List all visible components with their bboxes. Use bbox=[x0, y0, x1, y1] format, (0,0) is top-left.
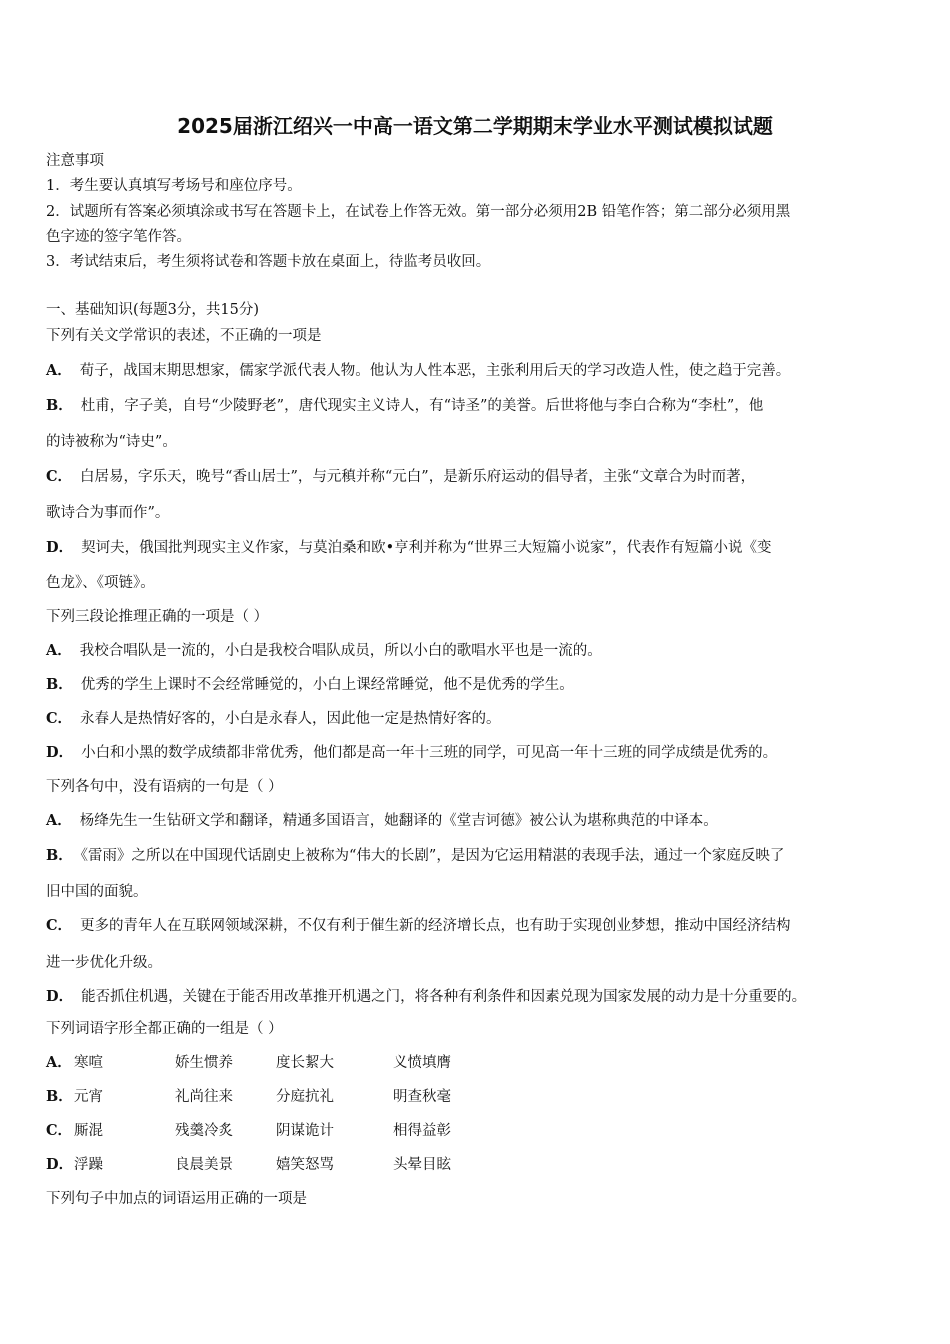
option-text: 永春人是热情好客的，小白是永春人，因此他一定是热情好客的。 bbox=[80, 711, 501, 727]
word-item: 残羹冷炙 bbox=[175, 1123, 233, 1139]
option-label: D． bbox=[46, 539, 74, 556]
option-line bbox=[46, 708, 501, 730]
section-heading: 一、基础知识(每题3分，共15分) bbox=[46, 302, 259, 318]
option-continuation: 旧中国的面貌。 bbox=[46, 884, 148, 900]
question-stem: 下列句子中加点的词语运用正确的一项是 bbox=[46, 1191, 307, 1207]
option-text: 小白和小黑的数学成绩都非常优秀，他们都是高一年十三班的同学，可见高一年十三班的同学成绩是优秀的。 bbox=[81, 745, 778, 761]
option-line bbox=[46, 395, 763, 417]
option-line bbox=[46, 640, 602, 662]
option-label: A． bbox=[46, 812, 72, 829]
question-stem: 下列各句中，没有语病的一句是（ ） bbox=[46, 779, 283, 795]
option-line bbox=[46, 742, 777, 764]
word-item: 娇生惯养 bbox=[175, 1055, 233, 1071]
option-text: 杜甫，字子美，自号“少陵野老”，唐代现实主义诗人，有“诗圣”的美誉。后世将他与李白合称为“李杜”，他 bbox=[80, 398, 764, 414]
question-stem: 下列有关文学常识的表述，不正确的一项是 bbox=[46, 328, 322, 344]
notice-heading: 注意事项 bbox=[46, 153, 104, 169]
word-item: 元宵 bbox=[74, 1089, 103, 1105]
option-label: C． bbox=[46, 710, 73, 727]
option-text: 《雷雨》之所以在中国现代话剧史上被称为“伟大的长剧”，是因为它运用精湛的表现手法，通过一个家庭反映了 bbox=[80, 848, 785, 864]
option-text: 能否抓住机遇，关键在于能否用改革推开机遇之门，将各种有利条件和因素兑现为国家发展的动力是十分重要的。 bbox=[81, 989, 807, 1005]
word-item: 寒喧 bbox=[74, 1055, 103, 1071]
option-label: B． bbox=[46, 676, 73, 693]
option-label: B． bbox=[46, 847, 73, 864]
option-label: C． bbox=[46, 917, 73, 934]
option-continuation: 色龙》、《项链》。 bbox=[46, 575, 155, 591]
option-label: D． bbox=[46, 744, 74, 761]
word-item: 度长絜大 bbox=[276, 1055, 334, 1071]
word-item: 良晨美景 bbox=[175, 1157, 233, 1173]
option-label: A． bbox=[46, 642, 72, 659]
option-line bbox=[46, 810, 718, 832]
notice-item: 2．试题所有答案必须填涂或书写在答题卡上，在试卷上作答无效。第一部分必须用2B 铅笔作答；第二部分必须用黑 bbox=[46, 204, 791, 220]
option-text: 白居易，字乐天，晚号“香山居士”，与元稹并称“元白”，是新乐府运动的倡导者，主张“文章合为时而著， bbox=[80, 469, 756, 485]
option-text: 契诃夫，俄国批判现实主义作家，与莫泊桑和欧•亨利并称为“世界三大短篇小说家”，代表作有短篇小说《变 bbox=[81, 540, 772, 556]
option-line bbox=[46, 845, 784, 867]
option-continuation: 的诗被称为“诗史”。 bbox=[46, 434, 177, 450]
word-item: 头晕目眩 bbox=[393, 1157, 451, 1173]
option-continuation: 歌诗合为事而作”。 bbox=[46, 505, 170, 521]
word-item: 嬉笑怒骂 bbox=[276, 1157, 334, 1173]
option-text: 优秀的学生上课时不会经常睡觉的，小白上课经常睡觉，他不是优秀的学生。 bbox=[80, 677, 574, 693]
word-item: 明查秋毫 bbox=[393, 1089, 451, 1105]
option-label: C． bbox=[46, 468, 73, 485]
word-item: 分庭抗礼 bbox=[276, 1089, 334, 1105]
option-line bbox=[46, 360, 790, 382]
word-item: 阴谋诡计 bbox=[276, 1123, 334, 1139]
word-item: 厮混 bbox=[74, 1123, 103, 1139]
notice-item: 1．考生要认真填写考场号和座位序号。 bbox=[46, 178, 302, 194]
word-item: 义愤填膺 bbox=[393, 1055, 451, 1071]
word-item: 礼尚往来 bbox=[175, 1089, 233, 1105]
option-label: A． bbox=[46, 1054, 72, 1071]
option-label: A． bbox=[46, 362, 72, 379]
option-text: 我校合唱队是一流的，小白是我校合唱队成员，所以小白的歌唱水平也是一流的。 bbox=[79, 643, 602, 659]
word-item: 相得益彰 bbox=[393, 1123, 451, 1139]
notice-item: 3．考试结束后，考生须将试卷和答题卡放在桌面上，待监考员收回。 bbox=[46, 254, 491, 270]
option-label: D． bbox=[46, 988, 74, 1005]
option-text: 杨绛先生一生钻研文学和翻译，精通多国语言，她翻译的《堂吉诃德》被公认为堪称典范的中译本。 bbox=[79, 813, 718, 829]
question-stem: 下列三段论推理正确的一项是（ ） bbox=[46, 609, 269, 625]
option-text: 荀子，战国末期思想家，儒家学派代表人物。他认为人性本恶，主张利用后天的学习改造人性，使之趋于完善。 bbox=[79, 363, 791, 379]
option-continuation: 进一步优化升级。 bbox=[46, 955, 162, 971]
option-label: B． bbox=[46, 1088, 73, 1105]
word-item: 浮躁 bbox=[74, 1157, 103, 1173]
option-line bbox=[46, 986, 806, 1008]
notice-item: 色字迹的签字笔作答。 bbox=[46, 229, 191, 245]
option-line bbox=[46, 537, 771, 559]
option-label: C． bbox=[46, 1122, 73, 1139]
question-stem: 下列词语字形全都正确的一组是（ ） bbox=[46, 1021, 283, 1037]
option-line bbox=[46, 674, 574, 696]
option-text: 更多的青年人在互联网领域深耕，不仅有利于催生新的经济增长点，也有助于实现创业梦想，推动中国经济结构 bbox=[80, 918, 791, 934]
option-label: D． bbox=[46, 1156, 74, 1173]
option-line bbox=[46, 466, 755, 488]
option-line bbox=[46, 915, 791, 937]
option-label: B． bbox=[46, 397, 73, 414]
page-title: 2025届浙江绍兴一中高一语文第二学期期末学业水平测试模拟试题 bbox=[177, 114, 773, 138]
